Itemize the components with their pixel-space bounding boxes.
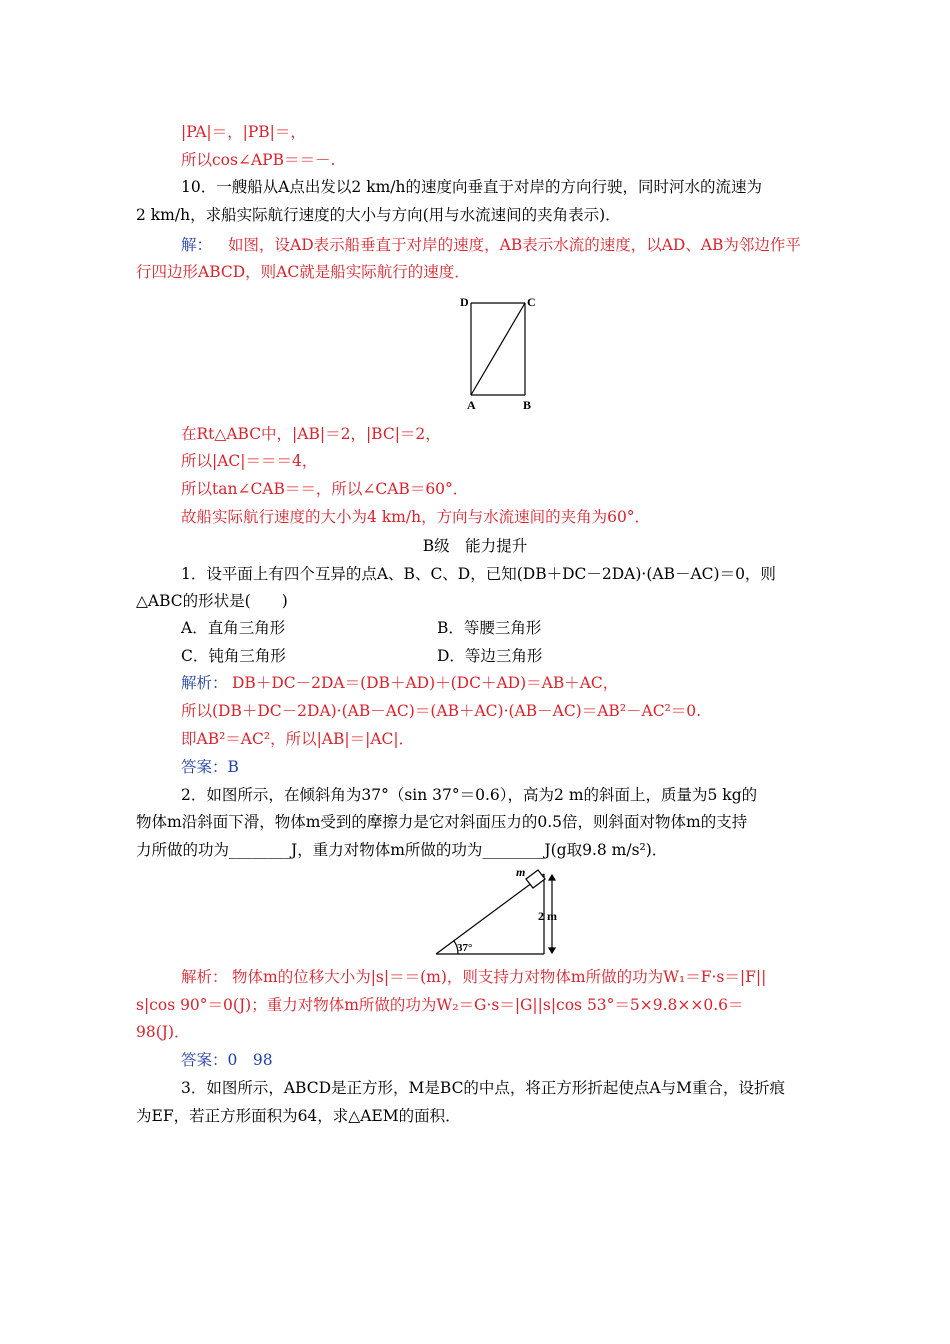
question-3-line-2: 为EF，若正方形面积为64，求△AEM的面积． bbox=[136, 1107, 461, 1125]
solution-text: 如图，设AD表示船垂直于对岸的速度，AB表示水流的速度，以AD、AB为邻边作平 bbox=[228, 236, 801, 254]
label-height: 2 m bbox=[538, 909, 557, 923]
option-c: C．钝角三角形 bbox=[181, 647, 286, 665]
text-line: 所以cos∠APB＝＝－. bbox=[181, 151, 336, 169]
analysis-text: 物体m的位移大小为|s|＝＝(m)，则支持力对物体m所做的功为W₁＝F·s＝|F|| bbox=[232, 968, 767, 986]
question-10-line-2: 2 km/h，求船实际航行速度的大小与方向(用与水流速间的夹角表示)． bbox=[136, 206, 621, 224]
question-2-line-1: 2．如图所示，在倾斜角为37°（sin 37°＝0.6），高为2 m的斜面上，质量为5 kg的 bbox=[181, 786, 758, 804]
question-10-line-1: 10．一艘船从A点出发以2 km/h的速度向垂直于对岸的方向行驶，同时河水的流速为 bbox=[181, 178, 763, 196]
incline-slope bbox=[436, 874, 544, 954]
analysis-label: 解析： bbox=[181, 674, 228, 692]
analysis-text: 98(J)． bbox=[136, 1023, 190, 1041]
question-1-line-2: △ABC的形状是( ) bbox=[136, 592, 288, 610]
text-line: 所以tan∠CAB＝＝，所以∠CAB＝60°． bbox=[181, 480, 469, 498]
analysis-text: 即AB²＝AC²，所以|AB|＝|AC|． bbox=[181, 730, 415, 748]
analysis-text: s|cos 90°＝0(J)；重力对物体m所做的功为W₂＝G·s＝|G||s|cos 53°＝5×9.8××0.6＝ bbox=[136, 996, 744, 1014]
label-angle: 37° bbox=[457, 942, 473, 954]
option-b: B．等腰三角形 bbox=[437, 619, 542, 637]
option-d: D．等边三角形 bbox=[437, 647, 543, 665]
analysis-label: 解析： bbox=[181, 968, 228, 986]
option-a: A．直角三角形 bbox=[181, 619, 286, 637]
label-b: B bbox=[523, 398, 532, 412]
label-c: C bbox=[527, 295, 536, 309]
incline-figure bbox=[428, 864, 578, 960]
question-2-line-3: 力所做的功为________J，重力对物体m所做的功为________J(g取9.8 m/s²)． bbox=[136, 841, 668, 859]
text-line: 在Rt△ABC中，|AB|＝2，|BC|＝2， bbox=[181, 425, 441, 443]
solution-text: 行四边形ABCD，则AC就是船实际航行的速度． bbox=[136, 263, 470, 281]
label-m: m bbox=[516, 865, 526, 879]
question-3-line-1: 3．如图所示，ABCD是正方形，M是BC的中点，将正方形折起使点A与M重合，设折痕 bbox=[181, 1079, 785, 1097]
analysis-text: DB＋DC－2DA＝(DB＋AD)＋(DC＋AD)＝AB＋AC， bbox=[232, 674, 619, 692]
question-2-line-2: 物体m沿斜面下滑，物体m受到的摩擦力是它对斜面压力的0.5倍，则斜面对物体m的支持 bbox=[136, 813, 748, 831]
label-a: A bbox=[467, 398, 476, 412]
answer-line: 答案：B bbox=[181, 758, 239, 776]
text-line: 所以|AC|＝＝＝4， bbox=[181, 452, 318, 470]
section-heading: B级 能力提升 bbox=[422, 537, 528, 555]
solution-label: 解： bbox=[181, 236, 213, 254]
text-line: |PA|＝，|PB|＝， bbox=[181, 123, 306, 141]
text-line: 故船实际航行速度的大小为4 km/h，方向与水流速间的夹角为60°． bbox=[181, 508, 651, 526]
question-1-line-1: 1．设平面上有四个互异的点A、B、C、D，已知(DB＋DC－2DA)·(AB－AC)＝0，则 bbox=[181, 565, 776, 583]
label-d: D bbox=[460, 295, 469, 309]
diagonal-ac bbox=[471, 303, 525, 395]
rectangle-abcd-figure bbox=[455, 292, 545, 412]
answer-line: 答案：0 98 bbox=[181, 1051, 273, 1069]
analysis-text: 所以(DB＋DC－2DA)·(AB－AC)＝(AB＋AC)·(AB－AC)＝AB²－AC²＝0. bbox=[181, 702, 702, 720]
